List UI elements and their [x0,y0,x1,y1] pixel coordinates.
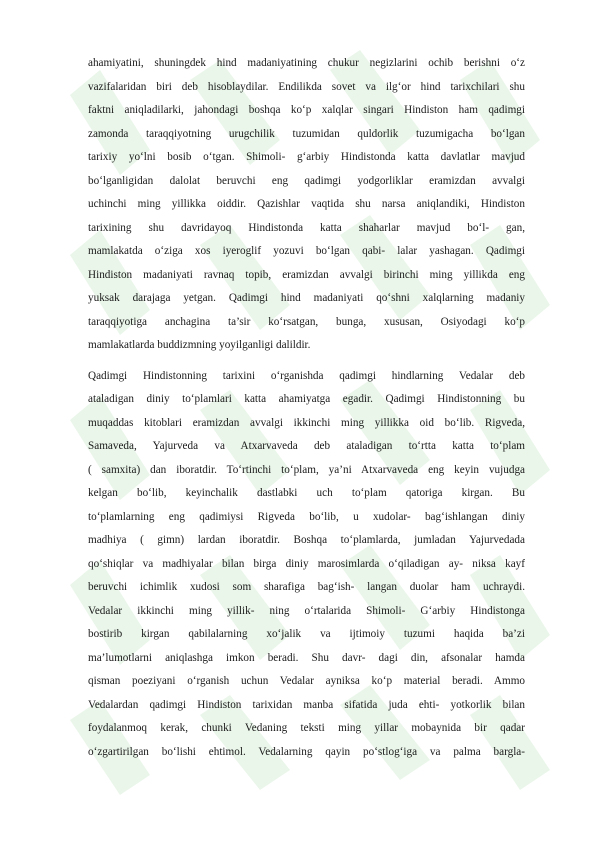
text-line: Vedalar ikkinchi ming yillik- ning o‘rtalarida Shimoli- G‘arbiy Hindistonga [88,604,525,617]
text-line: tarixining shu davridayoq Hindistonda katta shaharlar mavjud bo‘l- gan, [88,221,525,234]
text-line: ahamiyatini, shuningdek hind madaniyatining chukur negizlarini ochib berishni o‘z [88,57,525,69]
text-line: zamonda taraqqiyotning urugchilik tuzumidan quldorlik tuzumigacha bo‘lgan [88,127,525,140]
text-line: kelgan bo‘lib, keyinchalik dastlabki uch to‘plam qatoriga kirgan. Bu [88,487,525,499]
text-line: foydalanmoq kerak, chunki Vedaning teksti ming yillar mobaynida bir qadar [88,722,525,734]
text-line: yuksak darajaga yetgan. Qadimgi hind madaniyati qo‘shni xalqlarning madaniy [88,292,525,304]
text-line: Hindiston madaniyati ravnaq topib, eramizdan avvalgi birinchi ming yillikda eng [88,268,525,281]
text-line: ( samxita) dan iboratdir. To‘rtinchi to‘plam, ya’ni Atxarvaveda eng keyin vujudga [88,463,525,476]
text-line: bostirib kirgan qabilalarning xo‘jalik va ijtimoiy tuzumi haqida ba’zi [88,628,525,640]
text-line: taraqqiyotiga anchagina ta’sir ko‘rsatgan, bunga, xususan, Osiyodagi ko‘p [88,315,525,328]
text-line: ataladigan diniy to‘plamlari katta ahamiyatga egadir. Qadimgi Hindistonning bu [88,393,525,405]
text-line: vazifalaridan biri deb hisoblaydilar. Endilikda sovet va ilg‘or hind tarixchilari shu [88,80,525,93]
text-line: bo‘lganligidan dalolat beruvchi eng qadimgi yodgorliklar eramizdan avvalgi [88,174,525,187]
text-line: uchinchi ming yillikka oiddir. Qazishlar vaqtida shu narsa aniqlandiki, Hindiston [88,198,525,210]
text-line: muqaddas kitoblari eramizdan avvalgi ikkinchi ming yillikka oid bo‘lib. Rigveda, [88,416,525,429]
text-line: ma’lumotlarni aniqlashga imkon beradi. Shu davr- dagi din, afsonalar hamda [88,651,525,664]
text-line: Vedalardan qadimgi Hindiston tarixidan manba sifatida juda ehti- yotkorlik bilan [88,698,525,711]
body-text [88,52,525,764]
text-line: Qadimgi Hindistonning tarixini o‘rganishda qadimgi hindlarning Vedalar deb [88,369,525,382]
text-line: to‘plamlarning eng qadimiysi Rigveda bo‘lib, u xudolar- bag‘ishlangan diniy [88,510,525,523]
text-line: faktni aniqladilarki, jahondagi boshqa ko‘p xalqlar singari Hindiston ham qadimgi [88,104,525,116]
text-line: mamlakatlarda buddizmning yoyilganligi dalildir. [88,339,311,351]
text-line: qisman poeziyani o‘rganish uchun Vedalar ayniksa ko‘p material beradi. Ammo [88,675,525,687]
paragraph-2 [88,365,525,765]
text-line: tarixiy yo‘lni bosib o‘tgan. Shimoli- g‘arbiy Hindistonda katta davlatlar mavjud [88,151,525,163]
text-line: mamlakatda o‘ziga xos iyeroglif yozuvi bo‘lgan qabi- lalar yashagan. Qadimgi [88,245,525,257]
text-line: Samaveda, Yajurveda va Atxarvaveda deb ataladigan to‘rtta katta to‘plam [88,440,525,452]
text-line: qo‘shiqlar va madhiyalar bilan birga diniy marosimlarda o‘qiladigan ay- niksa kayf [88,557,525,570]
text-line: beruvchi ichimlik xudosi som sharafiga bag‘ish- langan duolar ham uchraydi. [88,581,525,593]
text-line: madhiya ( gimn) lardan iboratdir. Boshqa to‘plamlarda, jumladan Yajurvedada [88,534,525,546]
paragraph-1 [88,52,525,358]
text-line: o‘zgartirilgan bo‘lishi ehtimol. Vedalarning qayin po‘stlog‘iga va palma bargla- [88,745,525,758]
